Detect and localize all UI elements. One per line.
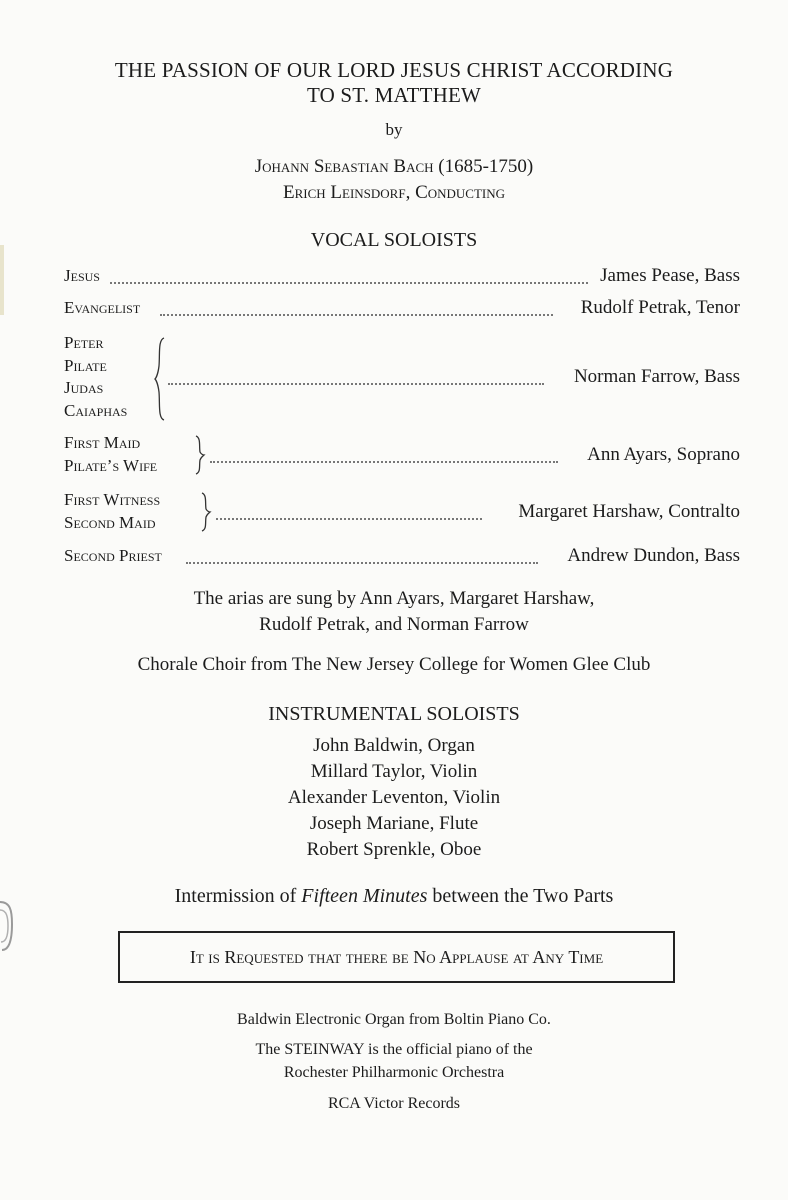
- by-line: by: [385, 120, 403, 139]
- title-line-1: THE PASSION OF OUR LORD JESUS CHRIST ACCORDING: [114, 58, 674, 82]
- cast-row-multiple-roles: [64, 332, 740, 424]
- footer-steinway-line-1: The STEINWAY is the official piano of the: [255, 1041, 533, 1058]
- leader-dots: [216, 518, 482, 520]
- brace-icon: [154, 336, 168, 422]
- intermission-text-end: between the Two Parts: [427, 885, 614, 907]
- role-name: First Witness: [64, 490, 161, 509]
- instrumentalist: Joseph Mariane, Flute: [309, 813, 479, 834]
- cast-row-evangelist: [64, 297, 740, 321]
- vocal-soloists-heading: VOCAL SOLOISTS: [310, 229, 478, 251]
- arias-line-2: Rudolf Petrak, and Norman Farrow: [259, 614, 529, 635]
- role-name: Judas: [64, 378, 104, 397]
- role-name: First Maid: [64, 433, 141, 452]
- brace-icon: [194, 434, 206, 476]
- performer-name: Margaret Harshaw, Contralto: [518, 501, 740, 522]
- intermission-duration: Fifteen Minutes: [301, 885, 428, 907]
- arias-line-1: The arias are sung by Ann Ayars, Margaret Harshaw,: [193, 588, 595, 609]
- footer-organ-credit: Baldwin Electronic Organ from Boltin Piano Co.: [237, 1011, 551, 1028]
- instrumentalist: Robert Sprenkle, Oboe: [306, 839, 482, 860]
- brace-icon: [200, 491, 212, 533]
- intermission-text-start: Intermission of: [174, 885, 302, 907]
- footer-steinway-line-2: Rochester Philharmonic Orchestra: [283, 1064, 505, 1081]
- role-name: Peter: [64, 333, 104, 352]
- instrumental-soloists-heading: INSTRUMENTAL SOLOISTS: [268, 703, 520, 725]
- leader-dots: [210, 461, 558, 463]
- leader-dots: [160, 314, 553, 316]
- conductor: Erich Leinsdorf, Conducting: [282, 182, 506, 203]
- performer-name: Andrew Dundon, Bass: [567, 545, 740, 566]
- performer-name: Ann Ayars, Soprano: [587, 444, 740, 465]
- instrumentalist: John Baldwin, Organ: [313, 735, 475, 756]
- role-name: Evangelist: [64, 298, 141, 317]
- paper-edge-mark: [0, 245, 4, 315]
- composer: Johann Sebastian Bach (1685-1750): [254, 156, 534, 177]
- role-name: Caiaphas: [64, 400, 128, 420]
- no-applause-notice: It is Requested that there be No Applause at Any Time: [118, 931, 675, 983]
- intermission-note: [0, 883, 788, 909]
- role-name: Jesus: [64, 266, 100, 285]
- cast-row-jesus: [64, 265, 740, 289]
- instrumentalist: Alexander Leventon, Violin: [287, 787, 501, 808]
- instrumentalist: Millard Taylor, Violin: [310, 761, 478, 782]
- cast-row-first-witness: [64, 489, 740, 535]
- title-line-2: TO ST. MATTHEW: [306, 83, 482, 107]
- leader-dots: [186, 562, 538, 564]
- role-name: Pilate’s Wife: [64, 455, 158, 475]
- cast-row-first-maid: [64, 432, 740, 478]
- role-name: Second Maid: [64, 512, 156, 532]
- leader-dots: [168, 383, 544, 385]
- cast-row-second-priest: [64, 545, 740, 569]
- performer-name: Norman Farrow, Bass: [573, 366, 740, 387]
- role-name: Pilate: [64, 355, 107, 375]
- footer-records-credit: RCA Victor Records: [327, 1095, 461, 1112]
- leader-dots: [110, 282, 588, 284]
- performer-name: James Pease, Bass: [600, 265, 740, 286]
- performer-name: Rudolf Petrak, Tenor: [580, 297, 740, 318]
- chorale-choir: Chorale Choir from The New Jersey College for Women Glee Club: [137, 654, 651, 675]
- role-name: Second Priest: [64, 546, 162, 565]
